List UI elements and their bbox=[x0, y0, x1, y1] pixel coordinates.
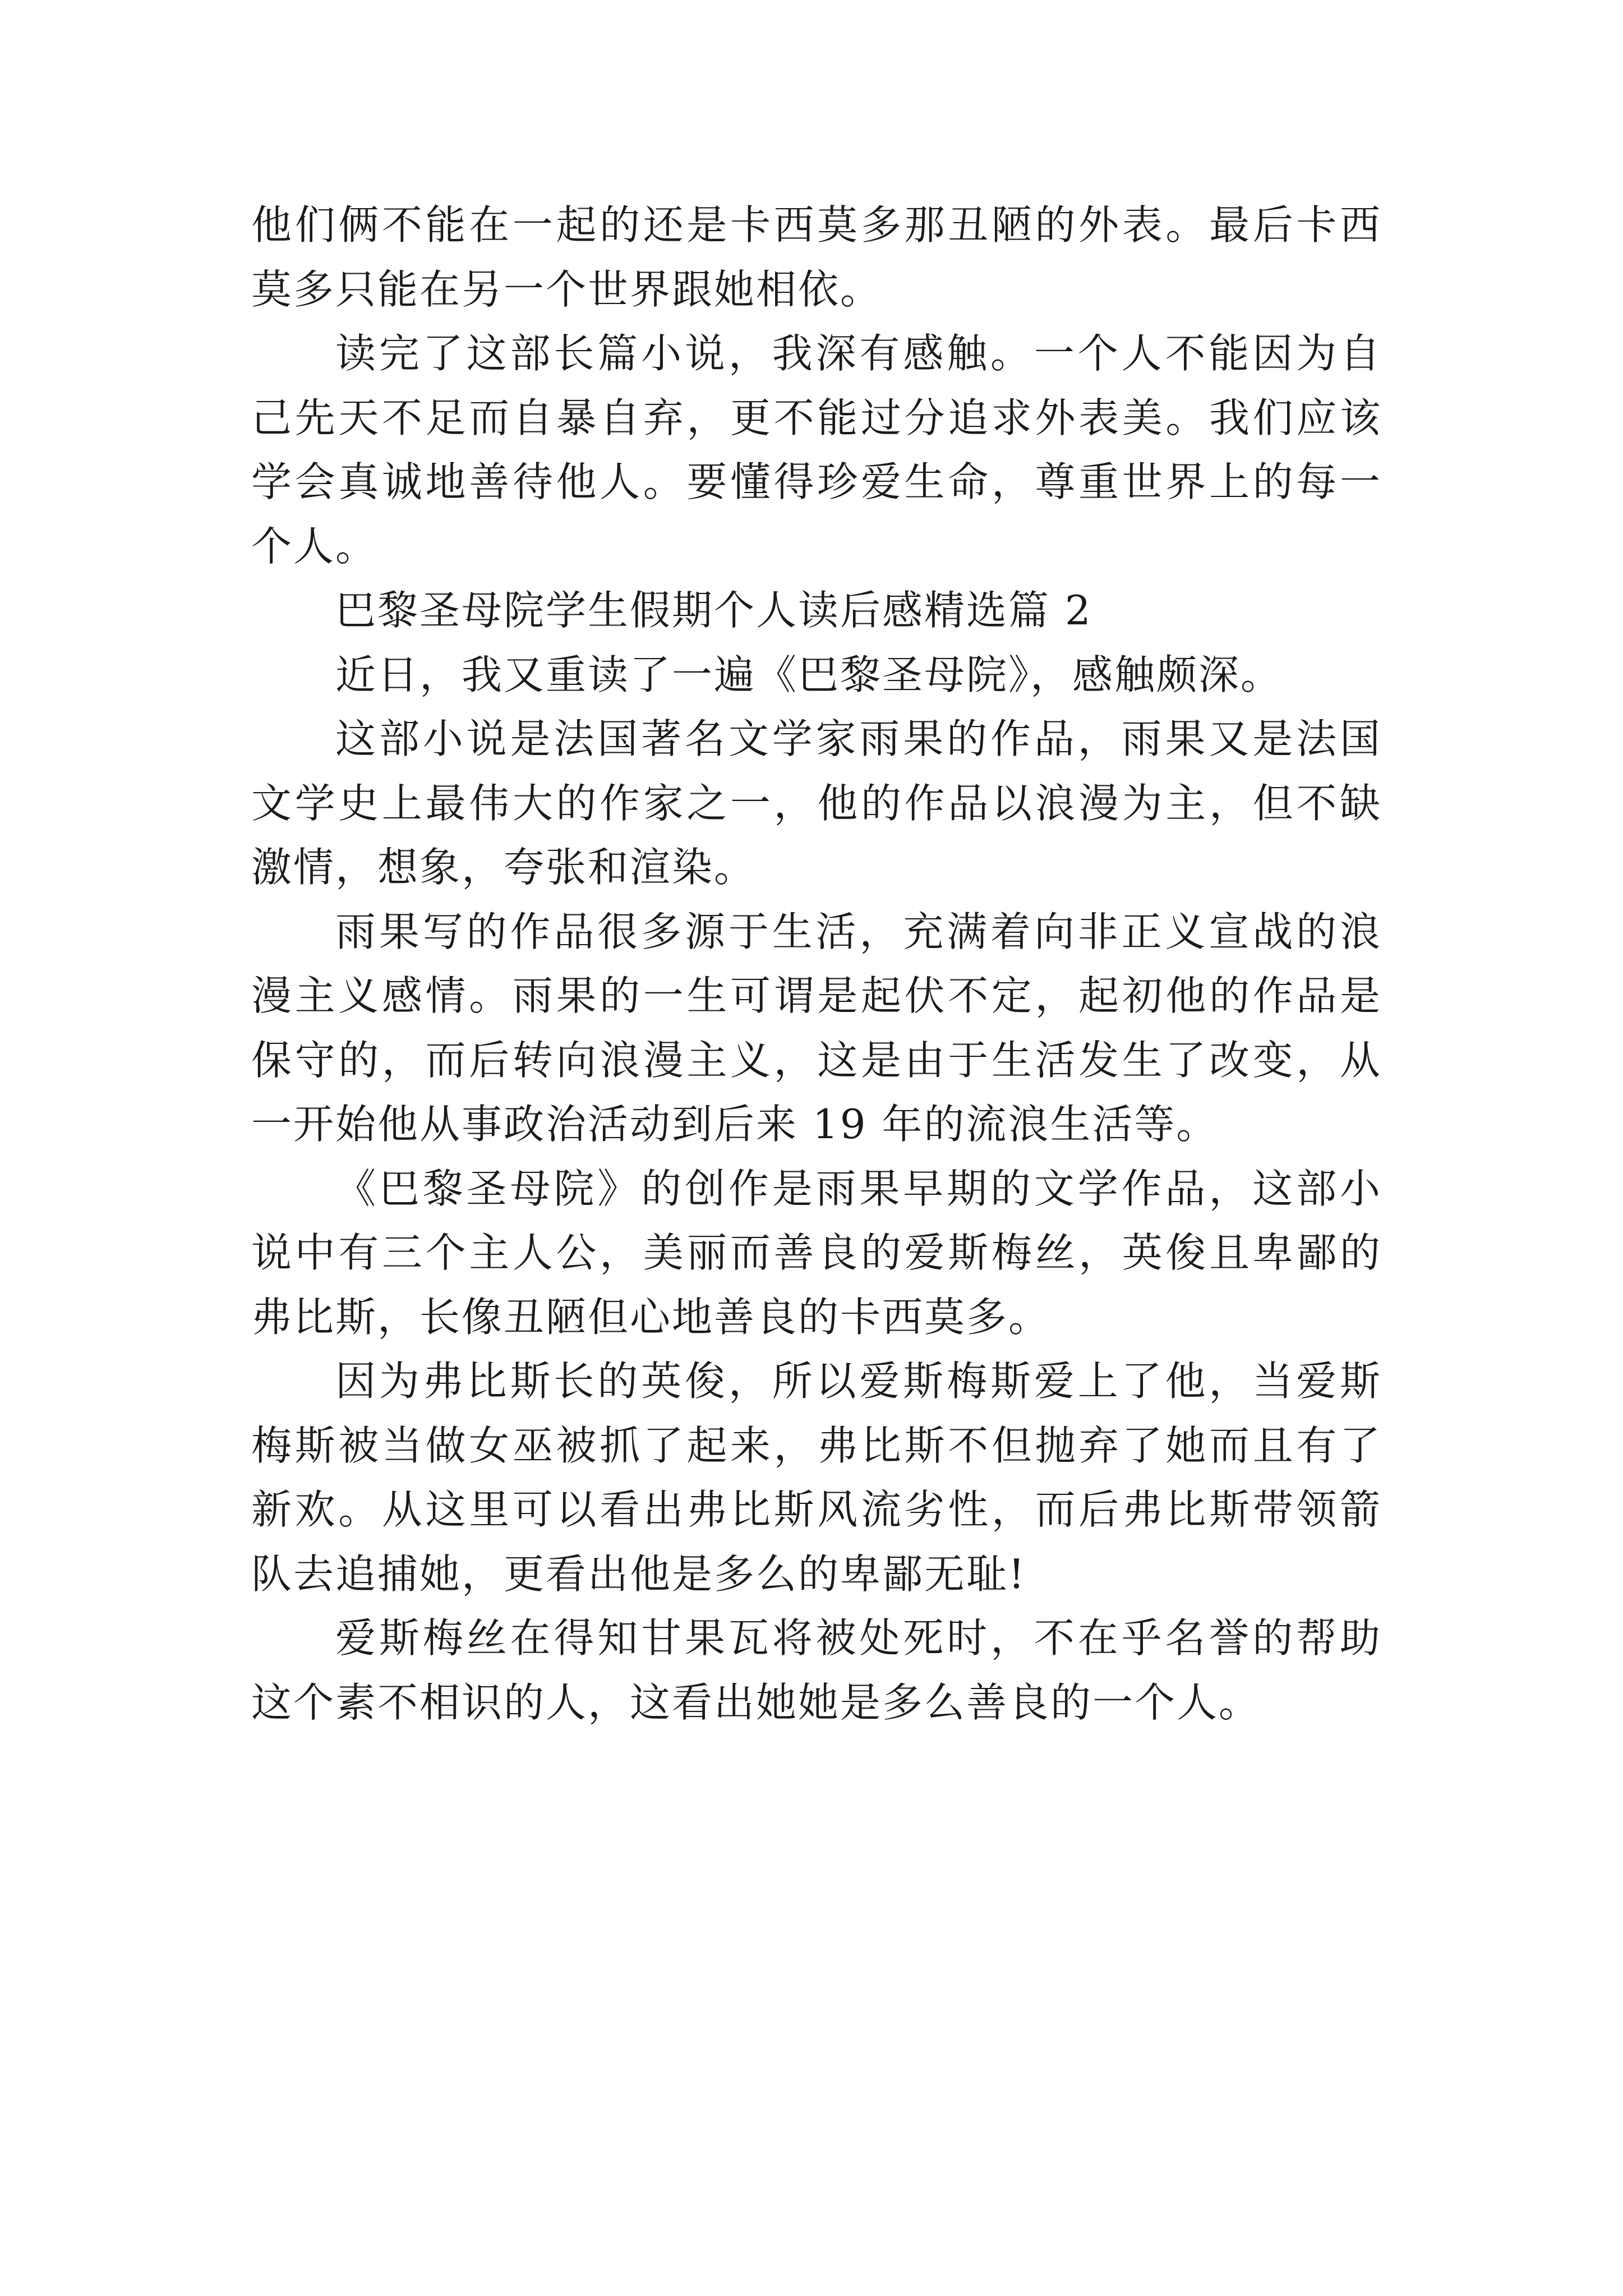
paragraph: 爱斯梅丝在得知甘果瓦将被处死时，不在乎名誉的帮助这个素不相识的人，这看出她她是多么善良的一个人。 bbox=[251, 1614, 1382, 1726]
paragraph: 《巴黎圣母院》的创作是雨果早期的文学作品，这部小说中有三个主人公，美丽而善良的爱斯梅丝，英俊且卑鄙的弗比斯，长像丑陋但心地善良的卡西莫多。 bbox=[251, 1165, 1382, 1341]
paragraph: 近日，我又重读了一遍《巴黎圣母院》，感触颇深。 bbox=[335, 651, 1283, 698]
paragraph: 这部小说是法国著名文学家雨果的作品，雨果又是法国文学史上最伟大的作家之一，他的作品以浪漫为主，但不缺激情，想象，夸张和渲染。 bbox=[251, 715, 1382, 891]
document-body bbox=[251, 193, 1382, 1734]
paragraph: 因为弗比斯长的英俊，所以爱斯梅斯爱上了他，当爱斯梅斯被当做女巫被抓了起来，弗比斯不但抛弃了她而且有了新欢。从这里可以看出弗比斯风流劣性，而后弗比斯带领箭队去追捕她，更看出他是多么的卑鄙无耻! bbox=[251, 1358, 1382, 1598]
paragraph: 他们俩不能在一起的还是卡西莫多那丑陋的外表。最后卡西莫多只能在另一个世界跟她相依。 bbox=[251, 201, 1382, 313]
paragraph: 雨果写的作品很多源于生活，充满着向非正义宣战的浪漫主义感情。雨果的一生可谓是起伏不定，起初他的作品是保守的，而后转向浪漫主义，这是由于生活发生了改变，从一开始他从事政治活动到后来 19 年的流浪生活等。 bbox=[251, 908, 1382, 1148]
paragraph: 读完了这部长篇小说，我深有感触。一个人不能因为自己先天不足而自暴自弃，更不能过分追求外表美。我们应该学会真诚地善待他人。要懂得珍爱生命，尊重世界上的每一个人。 bbox=[251, 330, 1382, 570]
section-heading: 巴黎圣母院学生假期个人读后感精选篇 2 bbox=[335, 587, 1092, 634]
